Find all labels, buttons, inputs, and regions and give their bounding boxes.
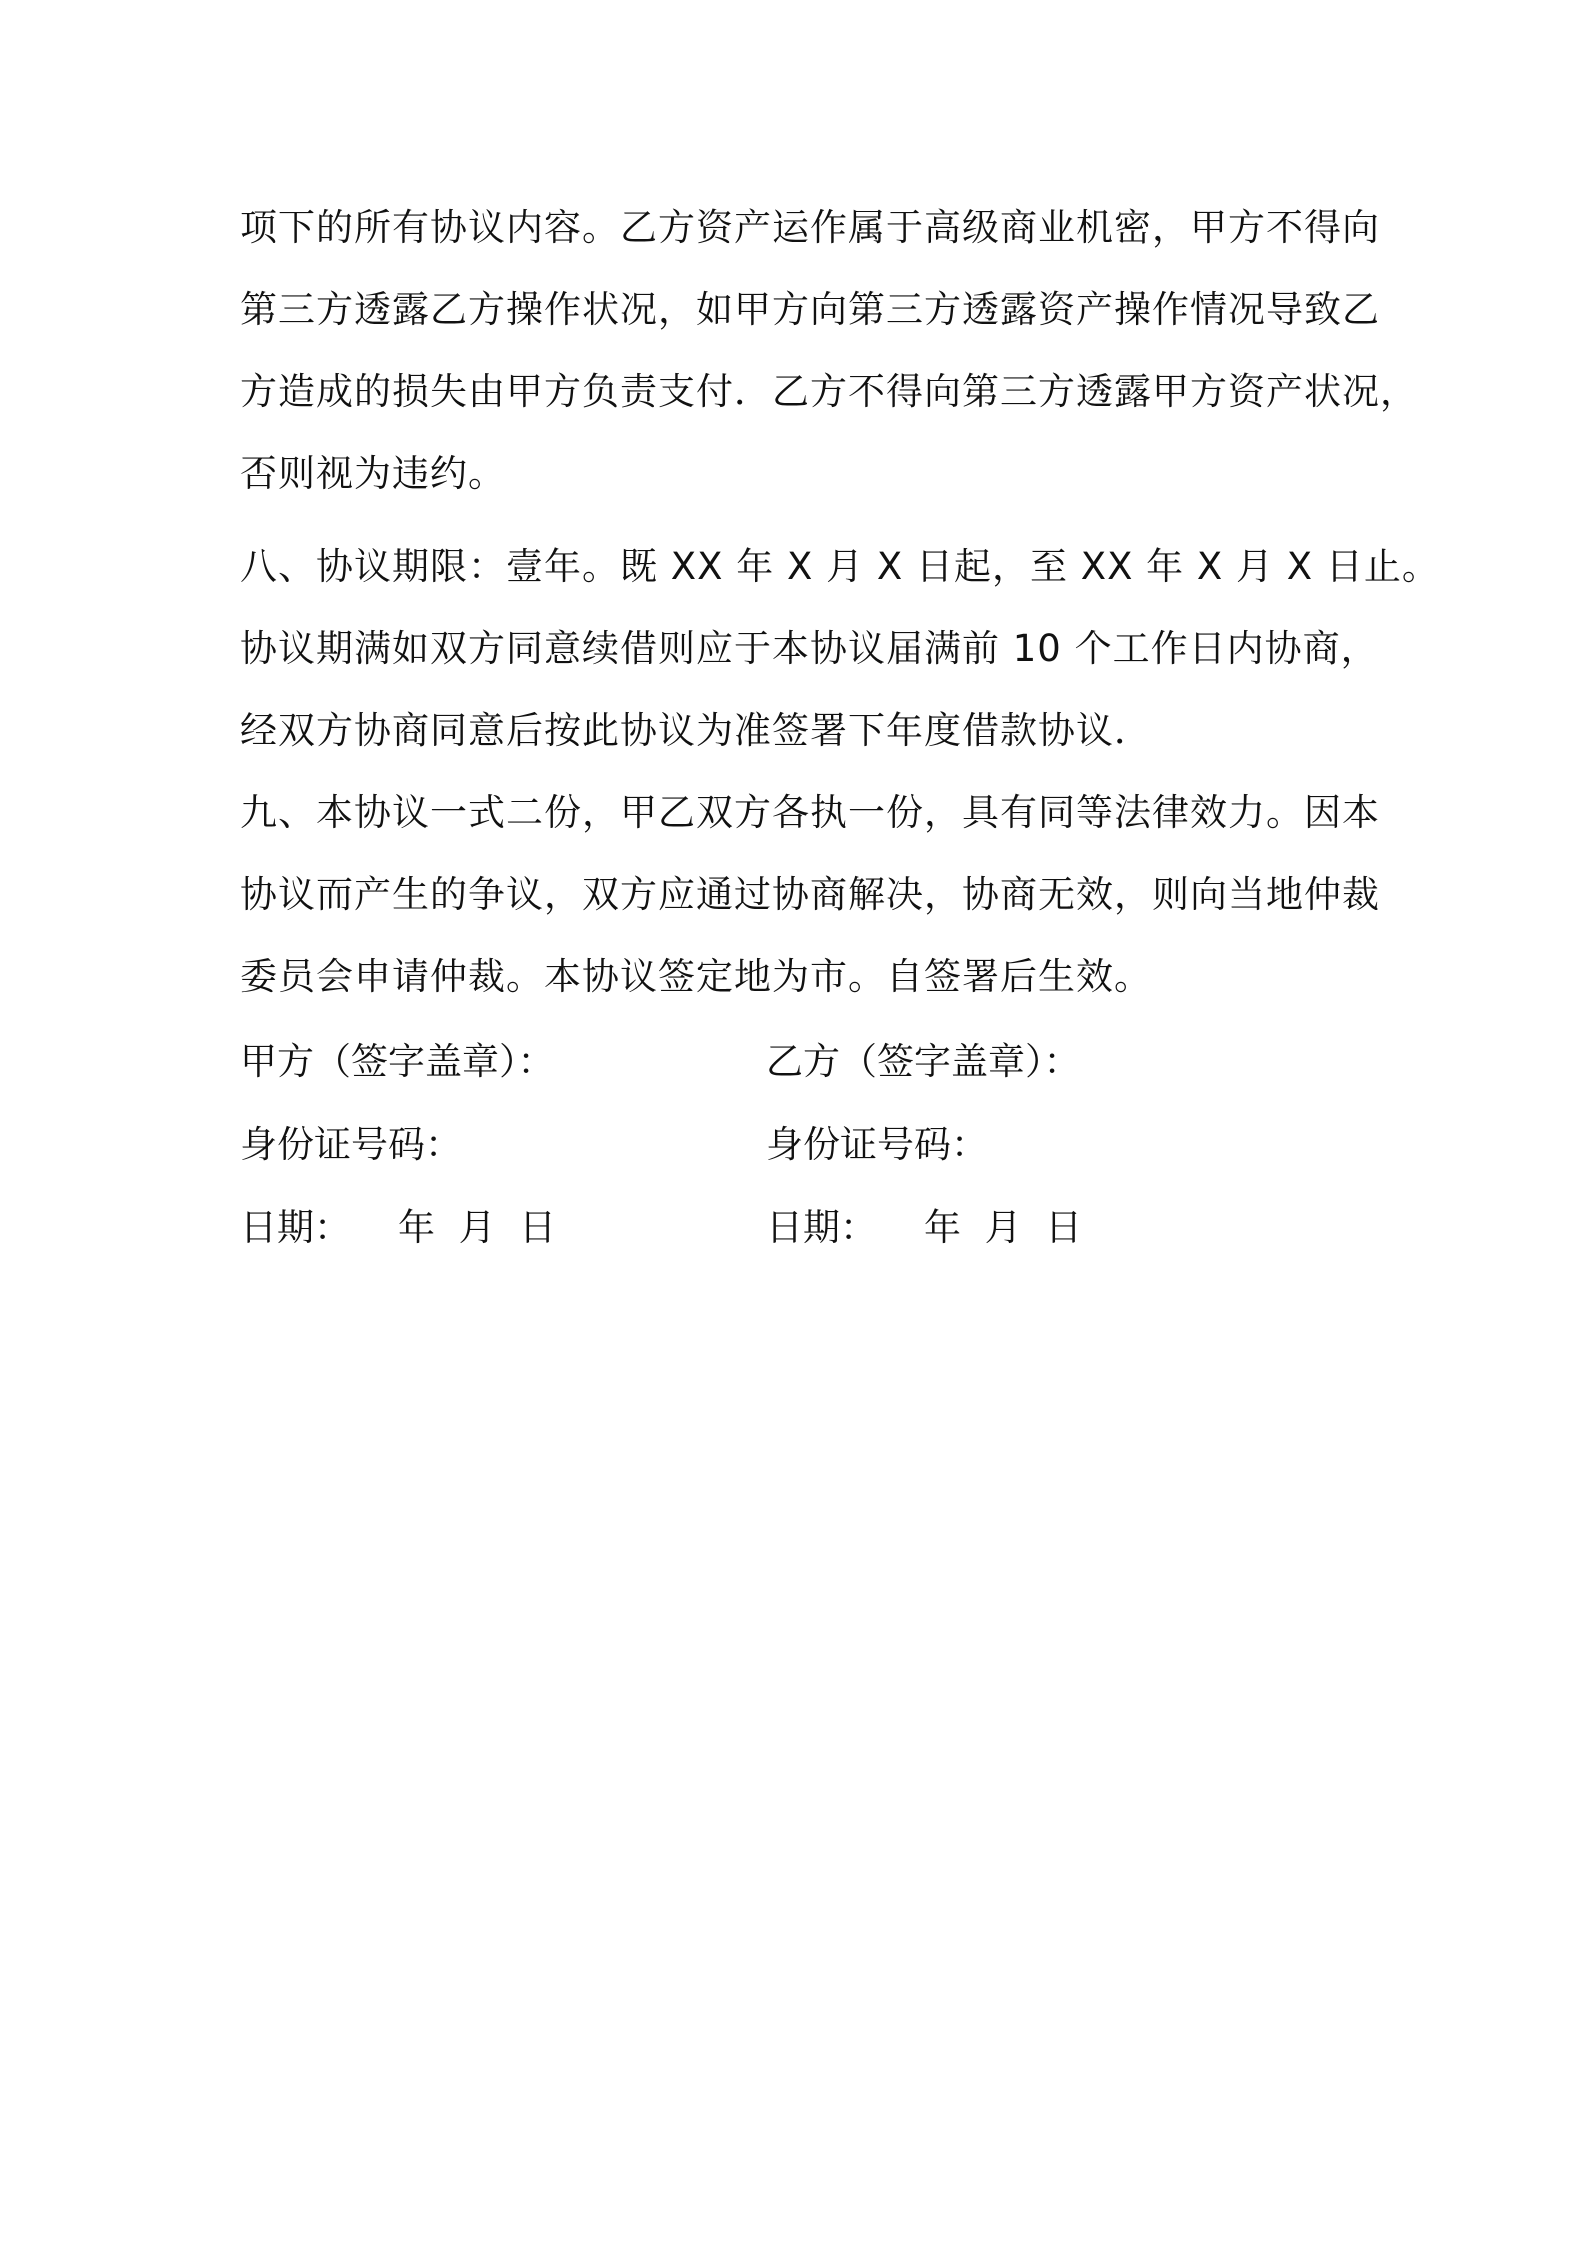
paragraph-7-line-4: 否则视为违约。 — [240, 452, 506, 495]
paragraph-7-line-1: 项下的所有协议内容。乙方资产运作属于高级商业机密，甲方不得向 — [240, 206, 1380, 249]
paragraph-9-line-1: 九、本协议一式二份，甲乙双方各执一份，具有同等法律效力。因本 — [240, 791, 1380, 834]
party-b-signature-label: 乙方（签字盖章）： — [766, 1040, 1081, 1083]
paragraph-8-line-3: 经双方协商同意后按此协议为准签署下年度借款协议． — [240, 709, 1152, 752]
paragraph-7-line-2: 第三方透露乙方操作状况，如甲方向第三方透露资产操作情况导致乙 — [240, 288, 1380, 331]
paragraph-9-line-3: 委员会申请仲裁。本协议签定地为市。自签署后生效。 — [240, 955, 1152, 998]
party-a-date-label: 日期： 年 月 日 — [240, 1206, 557, 1249]
party-a-id-label: 身份证号码： — [240, 1123, 462, 1166]
party-a-signature-label: 甲方（签字盖章）： — [240, 1040, 555, 1083]
paragraph-7-line-3: 方造成的损失由甲方负责支付．乙方不得向第三方透露甲方资产状况， — [240, 370, 1418, 413]
party-b-date-label: 日期： 年 月 日 — [766, 1206, 1083, 1249]
paragraph-8-line-1: 八、协议期限：壹年。既 XX 年 X 月 X 日起，至 XX 年 X 月 X 日止。 — [240, 545, 1440, 588]
paragraph-9-line-2: 协议而产生的争议，双方应通过协商解决，协商无效，则向当地仲裁 — [240, 873, 1380, 916]
paragraph-8-line-2: 协议期满如双方同意续借则应于本协议届满前 10 个工作日内协商， — [240, 627, 1379, 670]
party-b-id-label: 身份证号码： — [766, 1123, 988, 1166]
